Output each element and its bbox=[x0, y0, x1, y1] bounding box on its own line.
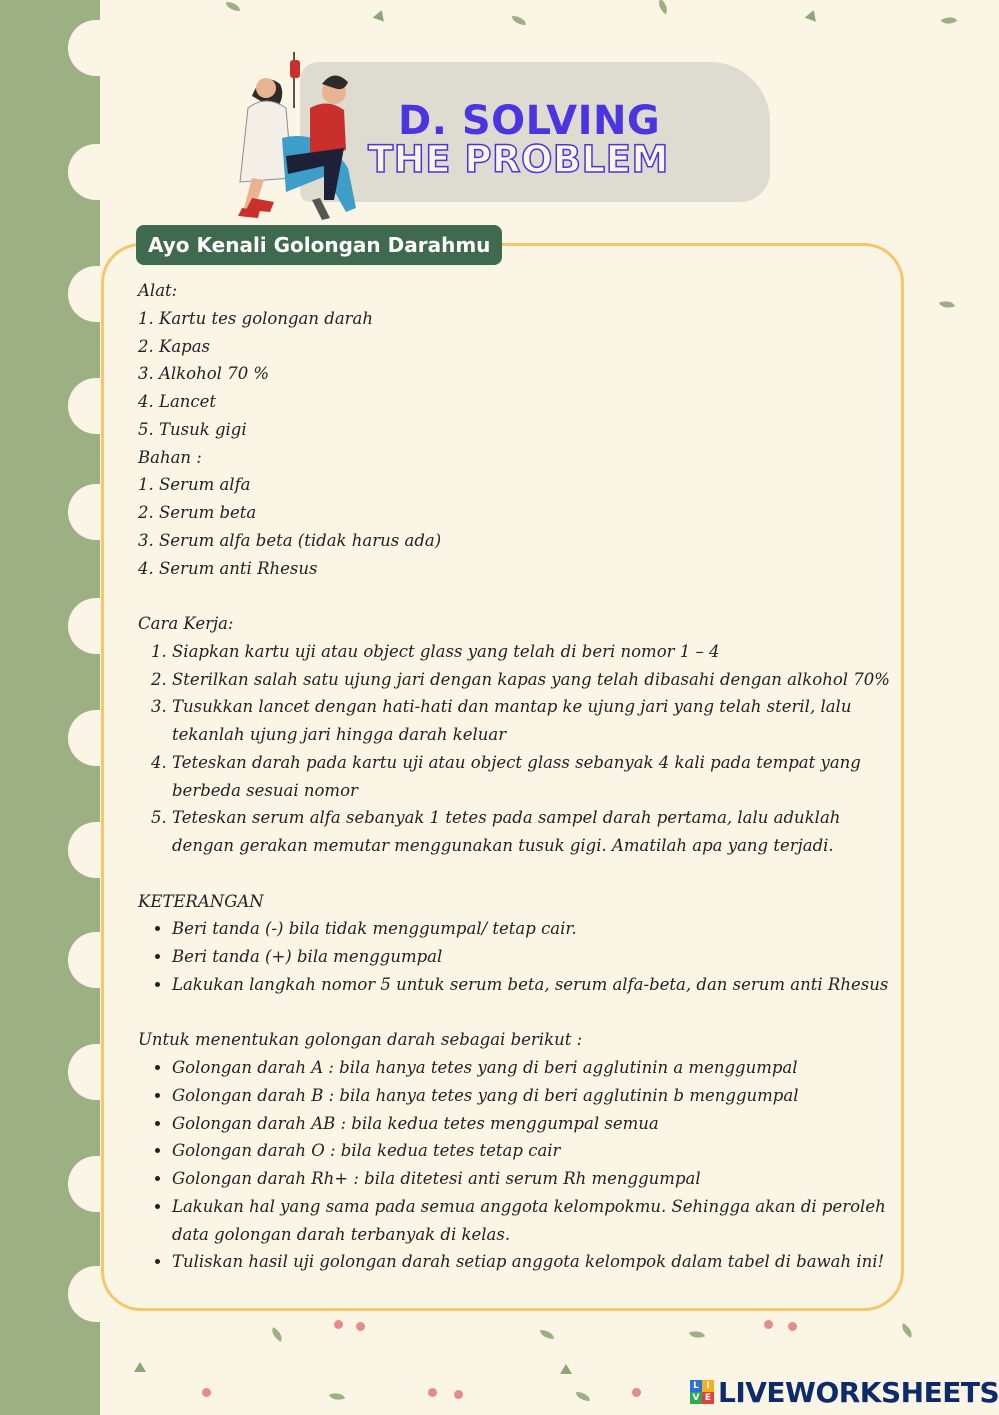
leaf-decoration bbox=[655, 0, 672, 14]
keterangan-item: • Lakukan langkah nomor 5 untuk serum beta, serum alfa-beta, dan serum anti Rhesus bbox=[172, 971, 898, 999]
penentuan-heading: Untuk menentukan golongan darah sebagai berikut : bbox=[138, 1030, 583, 1050]
alat-item: 3. Alkohol 70 % bbox=[138, 364, 270, 384]
bahan-item: 2. Serum beta bbox=[138, 503, 257, 522]
bahan-item: 4. Serum anti Rhesus bbox=[138, 558, 318, 578]
alat-item: 5. Tusuk gigi bbox=[138, 419, 247, 439]
leaf-decoration bbox=[269, 1327, 286, 1342]
bahan-item: 1. Serum alfa bbox=[138, 475, 251, 495]
cara-kerja-step: 4. Teteskan darah pada kartu uji atau object glass sebanyak 4 kali pada tempat yang berbeda sesuai nomor bbox=[172, 749, 898, 805]
keterangan-item: • Beri tanda (+) bila menggumpal bbox=[172, 943, 898, 971]
penentuan-item: • Golongan darah Rh+ : bila ditetesi anti serum Rh menggumpal bbox=[172, 1165, 898, 1193]
page-title-line2: THE PROBLEM bbox=[368, 138, 669, 181]
binder-notch bbox=[68, 20, 132, 76]
liveworksheets-logo-icon: L I V E bbox=[690, 1380, 714, 1404]
leaf-decoration bbox=[540, 1330, 554, 1339]
sprout-decoration bbox=[805, 8, 820, 22]
cara-kerja-step: 3. Tusukkan lancet dengan hati-hati dan mantap ke ujung jari yang telah steril, lalu tekanlah ujung jari hingga darah keluar bbox=[172, 693, 898, 749]
section-label: Ayo Kenali Golongan Darahmu bbox=[136, 225, 502, 265]
penentuan-item: • Tuliskan hasil uji golongan darah setiap anggota kelompok dalam tabel di bawah ini! bbox=[172, 1248, 898, 1276]
leaf-decoration bbox=[226, 2, 240, 11]
bahan-heading: Bahan : bbox=[138, 447, 202, 467]
keterangan-item: • Beri tanda (-) bila tidak menggumpal/ tetap cair. bbox=[172, 915, 898, 943]
leaf-decoration bbox=[689, 1328, 705, 1341]
penentuan-item: • Golongan darah O : bila kedua tetes tetap cair bbox=[172, 1137, 898, 1165]
alat-item: 2. Kapas bbox=[138, 336, 211, 356]
keterangan-list bbox=[138, 915, 898, 998]
penentuan-item: • Golongan darah B : bila hanya tetes yang di beri agglutinin b menggumpal bbox=[172, 1082, 898, 1110]
sprout-decoration bbox=[560, 1364, 572, 1374]
leaf-decoration bbox=[512, 16, 526, 25]
instructions-content bbox=[138, 277, 898, 1276]
leaf-decoration bbox=[329, 1390, 345, 1403]
penentuan-list bbox=[138, 1054, 898, 1276]
cara-kerja-step: 1. Siapkan kartu uji atau object glass yang telah di beri nomor 1 – 4 bbox=[172, 638, 898, 666]
page-title-line1: D. SOLVING bbox=[398, 98, 661, 144]
cara-kerja-step: 2. Sterilkan salah satu ujung jari dengan kapas yang telah dibasahi dengan alkohol 70% bbox=[172, 666, 898, 694]
leaf-decoration bbox=[941, 13, 958, 28]
sprout-decoration bbox=[134, 1362, 146, 1372]
leaf-decoration bbox=[939, 298, 955, 311]
sprout-decoration bbox=[373, 8, 388, 22]
alat-item: 1. Kartu tes golongan darah bbox=[138, 308, 374, 328]
cara-kerja-step: 5. Teteskan serum alfa sebanyak 1 tetes pada sampel darah pertama, lalu aduklah dengan gerakan memutar menggunakan tusuk gigi. Amatilah apa yang terjadi. bbox=[172, 804, 898, 860]
alat-item: 4. Lancet bbox=[138, 392, 217, 411]
leaf-decoration bbox=[576, 1392, 590, 1401]
penentuan-item: • Lakukan hal yang sama pada semua anggota kelompokmu. Sehingga akan di peroleh data golongan darah terbanyak di kelas. bbox=[172, 1193, 898, 1249]
penentuan-item: • Golongan darah AB : bila kedua tetes menggumpal semua bbox=[172, 1110, 898, 1138]
binder-notch bbox=[68, 144, 132, 200]
penentuan-item: • Golongan darah A : bila hanya tetes yang di beri agglutinin a menggumpal bbox=[172, 1054, 898, 1082]
blood-donation-illustration bbox=[222, 48, 372, 224]
bahan-item: 3. Serum alfa beta (tidak harus ada) bbox=[138, 530, 442, 550]
alat-heading: Alat: bbox=[138, 281, 178, 300]
cara-kerja-steps bbox=[138, 638, 898, 860]
keterangan-heading: KETERANGAN bbox=[138, 891, 264, 911]
liveworksheets-logo[interactable] bbox=[690, 1375, 999, 1409]
leaf-decoration bbox=[899, 1323, 916, 1338]
liveworksheets-logo-text: LIVEWORKSHEETS bbox=[718, 1375, 999, 1409]
cara-kerja-heading: Cara Kerja: bbox=[138, 614, 234, 633]
